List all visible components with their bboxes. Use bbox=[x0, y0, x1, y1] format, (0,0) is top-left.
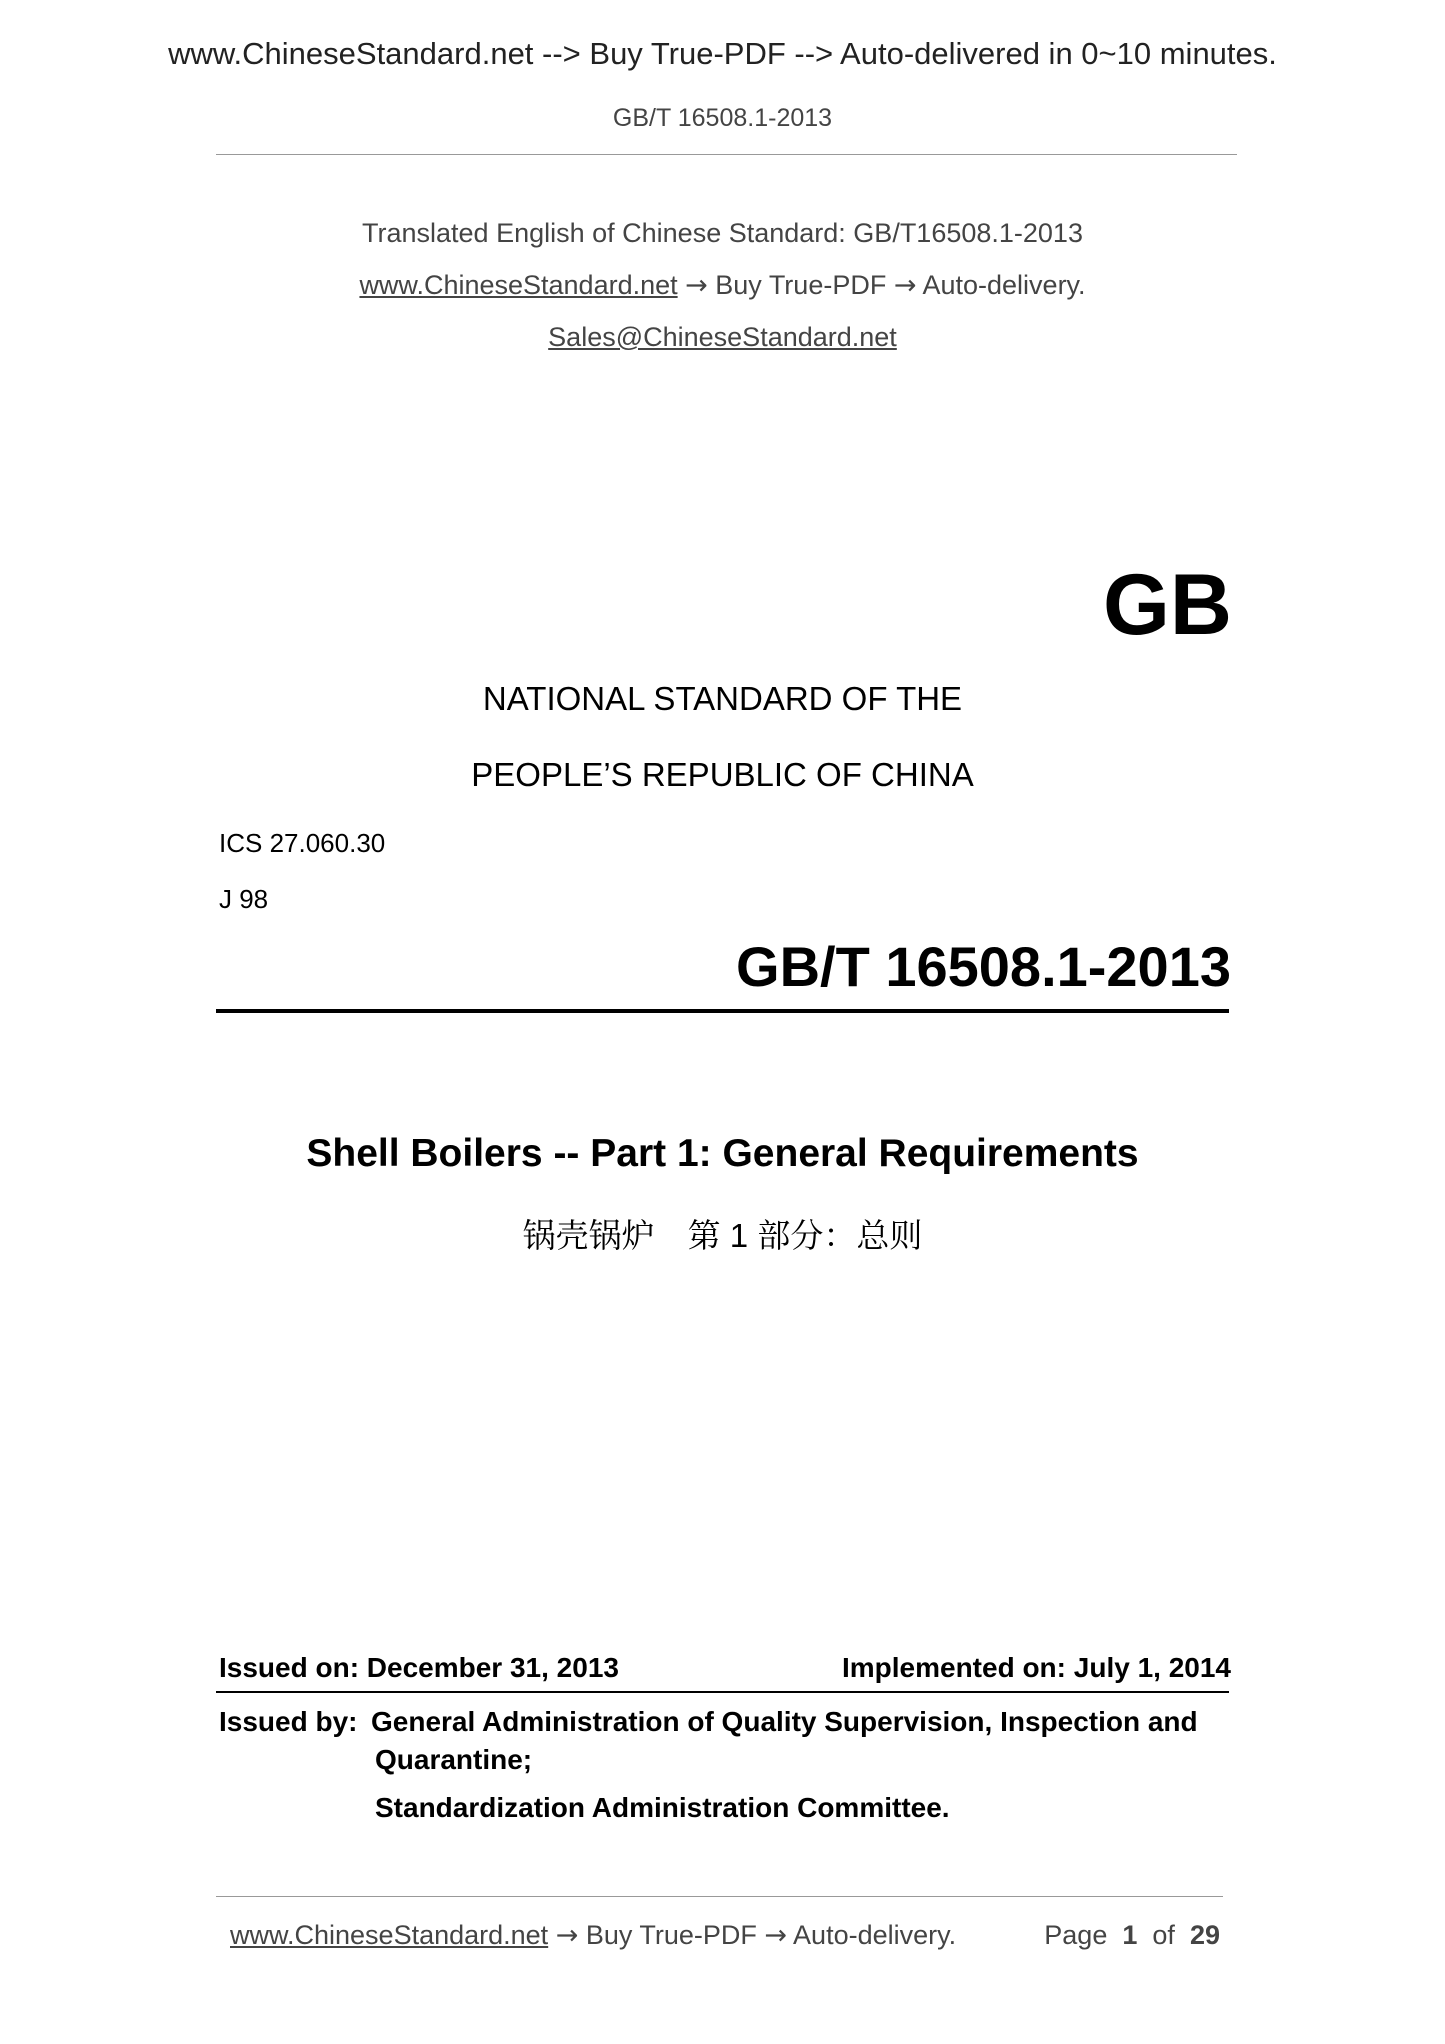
top-banner: www.ChineseStandard.net --> Buy True-PDF --> Auto-delivered in 0~10 minutes. bbox=[168, 36, 1277, 71]
standard-number: GB/T 16508.1-2013 bbox=[736, 935, 1231, 998]
header-divider bbox=[216, 154, 1237, 155]
footer-divider bbox=[216, 1896, 1223, 1897]
footer-buy-text: Buy True-PDF bbox=[585, 1920, 757, 1950]
page-indicator bbox=[1044, 1920, 1220, 1951]
gb-logo: GB bbox=[1103, 557, 1232, 653]
buy-text: Buy True-PDF bbox=[715, 270, 887, 300]
issuer-line-1-cont: Quarantine; bbox=[375, 1744, 533, 1775]
title-chinese: 锅壳锅炉 第 1 部分：总则 bbox=[522, 1217, 923, 1254]
j-code: J 98 bbox=[219, 884, 269, 914]
title-english: Shell Boilers -- Part 1: General Requirements bbox=[306, 1132, 1139, 1175]
translated-note: Translated English of Chinese Standard: GB/T16508.1-2013 bbox=[362, 218, 1083, 248]
page-label: Page bbox=[1044, 1920, 1108, 1950]
issuer-line-2: Standardization Administration Committee. bbox=[375, 1792, 950, 1823]
page-total: 29 bbox=[1189, 1920, 1220, 1950]
sales-line bbox=[0, 322, 1445, 353]
site-link[interactable]: www.ChineseStandard.net bbox=[359, 270, 678, 300]
delivery-text: Auto-delivery. bbox=[922, 270, 1086, 300]
arrow-icon: → bbox=[685, 270, 708, 301]
footer-links bbox=[230, 1920, 956, 1951]
issuer-line-1: General Administration of Quality Supervision, Inspection and bbox=[371, 1706, 1198, 1737]
arrow-icon: → bbox=[764, 1920, 788, 1951]
ics-code: ICS 27.060.30 bbox=[219, 828, 386, 858]
issue-divider bbox=[216, 1691, 1229, 1693]
national-standard-line-2: PEOPLE’S REPUBLIC OF CHINA bbox=[471, 756, 974, 793]
arrow-icon: → bbox=[893, 270, 917, 301]
footer-delivery-text: Auto-delivery. bbox=[793, 1920, 957, 1950]
arrow-icon: → bbox=[555, 1920, 579, 1951]
page-number: 1 bbox=[1122, 1920, 1138, 1950]
standard-number-rule bbox=[216, 1009, 1229, 1013]
issued-by-label: Issued by: bbox=[219, 1706, 358, 1737]
implemented-on-date: Implemented on: July 1, 2014 bbox=[841, 1652, 1231, 1683]
header-standard-code: GB/T 16508.1-2013 bbox=[612, 104, 833, 132]
sales-email-link[interactable]: Sales@ChineseStandard.net bbox=[548, 322, 897, 352]
buy-line bbox=[0, 270, 1445, 301]
footer-site-link[interactable]: www.ChineseStandard.net bbox=[230, 1920, 549, 1950]
of-label: of bbox=[1152, 1920, 1175, 1950]
issued-on-date: Issued on: December 31, 2013 bbox=[219, 1652, 619, 1683]
national-standard-line-1: NATIONAL STANDARD OF THE bbox=[482, 680, 963, 717]
